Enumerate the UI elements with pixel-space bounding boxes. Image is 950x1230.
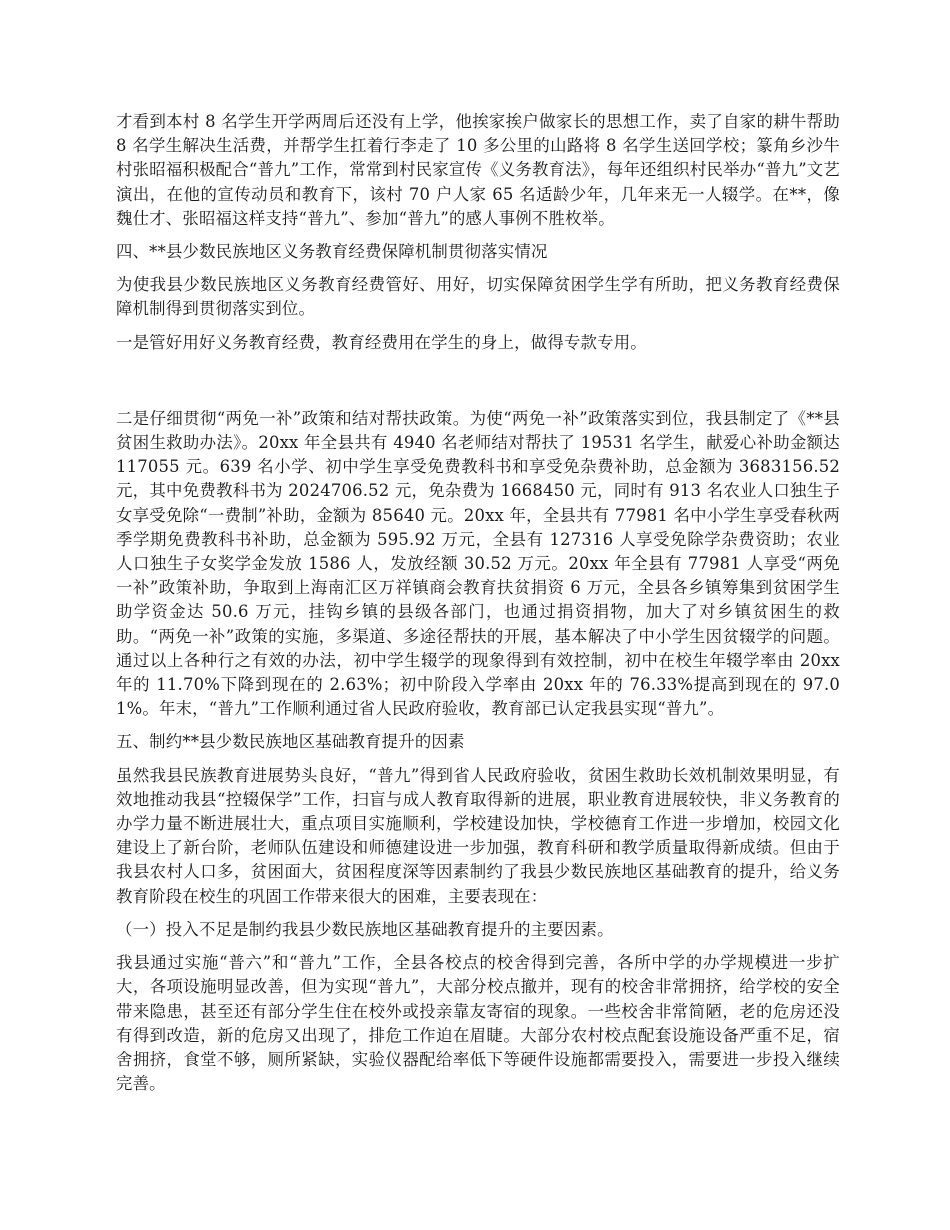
paragraph-point-two: 二是仔细贯彻“两免一补”政策和结对帮扶政策。为使“两免一补”政策落实到位，我县制定了《**县贫困生救助办法》。20xx 年全县共有 4940 名老师结对帮扶了 19531 名学生，献爱心补助金额达 117055 元。639 名小学、初中学生享受免费教科书和享受免杂费补助，总金额为 3683156.52 元，其中免费教科书为 2024706.52 元，免杂费为 1668450 元，同时有 913 名农业人口独生子女享受免除“一费制”补助，金额为 85640 元。20xx 年，全县共有 77981 名中小学生享受春秋两季学期免费教科书补助，总金额为 595.92 万元，全县有 127316 人享受免除学杂费资助；农业人口独生子女奖学金发放 1586 人，发放经额 30.52 万元。20xx 年全县有 77981 人享受“两免一补”政策补助，争取到上海南汇区万祥镇商会教育扶贫捐资 6 万元，全县各乡镇筹集到贫困学生助学资金达 50.6 万元，挂钩乡镇的县级各部门，也通过捐资捐物，加大了对乡镇贫困生的救助。“两免一补”政策的实施，多渠道、多途径帮扶的开展，基本解决了中小学生因贫辍学的问题。通过以上各种行之有效的办法，初中学生辍学的现象得到有效控制，初中在校生年辍学率由 20xx 年的 11.70%下降到现在的 2.63%；初中阶段入学率由 20xx 年的 76.33%提高到现在的 97.01%。年末，“普九”工作顺利通过省人民政府验收，教育部已认定我县实现“普九”。 [116, 408, 840, 719]
paragraph-constraints-intro: 虽然我县民族教育进展势头良好，“普九”得到省人民政府验收，贫困生救助长效机制效果明显，有效地推动我县“控辍保学”工作，扫盲与成人教育取得新的进展，职业教育进展较快，非义务教育的办学力量不断进展壮大，重点项目实施顺利，学校建设加快，学校德育工作进一步增加，校园文化建设上了新台阶，老师队伍建设和师德建设进一步加强，教育科研和教学质量取得新成绩。但由于我县农村人口多，贫困面大，贫困程度深等因素制约了我县少数民族地区基础教育的提升，给义务教育阶段在校生的巩固工作带来很大的困难，主要表现在： [116, 765, 840, 906]
subsection-heading-one: （一）投入不足是制约我县少数民族地区基础教育提升的主要因素。 [116, 919, 614, 939]
blank-gap [116, 364, 840, 407]
paragraph-funding-intro: 为使我县少数民族地区义务教育经费管好、用好，切实保障贫困学生学有所助，把义务教育经费保障机制得到贯彻落实到位。 [116, 275, 840, 319]
paragraph-investment: 我县通过实施“普六”和“普九”工作，全县各校点的校舍得到完善，各所中学的办学规模进一步扩大，各项设施明显改善，但为实现“普九”，大部分校点撤并，现有的校舍非常拥挤，给学校的安全带来隐患，甚至还有部分学生住在校外或投亲靠友寄宿的现象。一些校舍非常简陋，老的危房还没有得到改造，新的危房又出现了，排危工作迫在眉睫。大部分农村校点配套设施设备严重不足，宿舍拥挤，食堂不够，厕所紧缺，实验仪器配给率低下等硬件设施都需要投入，需要进一步投入继续完善。 [116, 953, 840, 1094]
paragraph-village-examples: 才看到本村 8 名学生开学两周后还没有上学，他挨家挨户做家长的思想工作，卖了自家的耕牛帮助 8 名学生解决生活费，并帮学生扛着行李走了 10 多公里的山路将 8 名学生送回学校；篆角乡沙牛村张昭福积极配合“普九”工作，常常到村民家宣传《义务教育法》，每年还组织村民举办“普九”文艺演出，在他的宣传动员和教育下，该村 70 户人家 65 名适龄少年，几年来无一人辍学。在**，像魏仕才、张昭福这样支持“普九”、参加“普九”的感人事例不胜枚举。 [116, 112, 840, 228]
section-heading-five: 五、制约**县少数民族地区基础教育提升的因素 [116, 732, 465, 752]
paragraph-point-one: 一是管好用好义务教育经费，教育经费用在学生的身上，做得专款专用。 [116, 332, 647, 352]
document-page [116, 110, 840, 1105]
section-heading-four: 四、**县少数民族地区义务教育经费保障机制贯彻落实情况 [116, 242, 548, 262]
